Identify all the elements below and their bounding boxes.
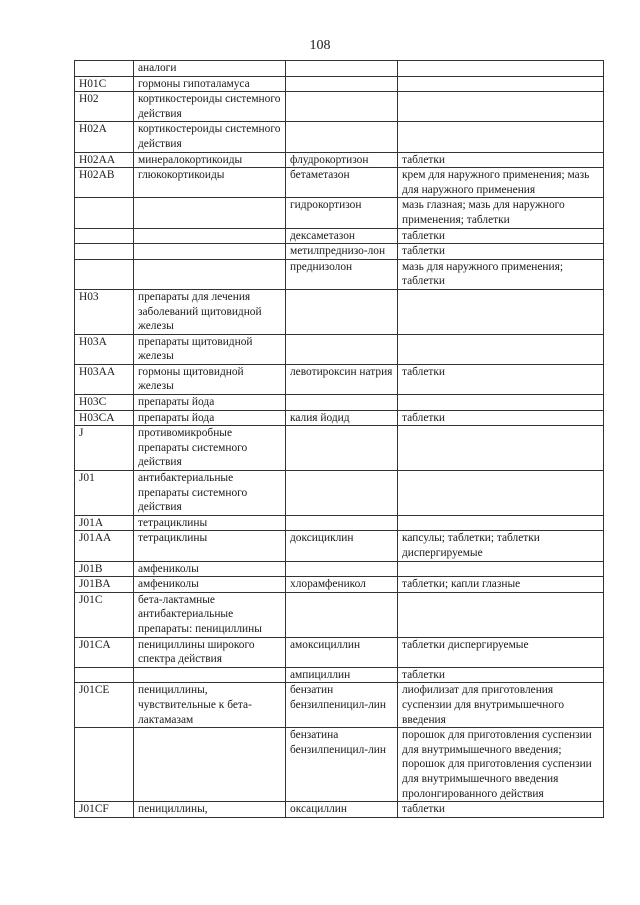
dosage-form bbox=[398, 561, 604, 577]
table-row bbox=[75, 364, 604, 394]
atc-code bbox=[75, 228, 134, 244]
dosage-form bbox=[398, 592, 604, 637]
table-row bbox=[75, 152, 604, 168]
table-row bbox=[75, 168, 604, 198]
atc-group-name: аналоги bbox=[134, 61, 286, 77]
dosage-form bbox=[398, 289, 604, 334]
atc-code: H03 bbox=[75, 289, 134, 334]
drug-inn bbox=[286, 76, 398, 92]
dosage-form bbox=[398, 426, 604, 471]
atc-group-name: минералокортикоиды bbox=[134, 152, 286, 168]
drug-inn: гидрокортизон bbox=[286, 198, 398, 228]
drug-table bbox=[74, 60, 604, 818]
drug-inn: оксациллин bbox=[286, 802, 398, 818]
table-row bbox=[75, 198, 604, 228]
atc-code bbox=[75, 259, 134, 289]
table-row bbox=[75, 259, 604, 289]
atc-group-name: препараты для лечения заболеваний щитовидной железы bbox=[134, 289, 286, 334]
atc-code: J01 bbox=[75, 471, 134, 516]
table-row bbox=[75, 637, 604, 667]
table-row bbox=[75, 802, 604, 818]
drug-inn bbox=[286, 592, 398, 637]
drug-inn bbox=[286, 471, 398, 516]
atc-group-name bbox=[134, 244, 286, 260]
atc-code: J01C bbox=[75, 592, 134, 637]
table-row bbox=[75, 683, 604, 728]
drug-inn: калия йодид bbox=[286, 410, 398, 426]
atc-group-name: тетрациклины bbox=[134, 515, 286, 531]
atc-code: H02A bbox=[75, 122, 134, 152]
dosage-form bbox=[398, 515, 604, 531]
atc-group-name bbox=[134, 228, 286, 244]
atc-group-name: пенициллины широкого спектра действия bbox=[134, 637, 286, 667]
drug-inn: преднизолон bbox=[286, 259, 398, 289]
drug-inn bbox=[286, 92, 398, 122]
table-row bbox=[75, 426, 604, 471]
table-row bbox=[75, 244, 604, 260]
atc-group-name bbox=[134, 259, 286, 289]
dosage-form bbox=[398, 61, 604, 77]
dosage-form bbox=[398, 92, 604, 122]
atc-code: H02AB bbox=[75, 168, 134, 198]
atc-group-name: кортикостероиды системного действия bbox=[134, 92, 286, 122]
atc-code: J01CA bbox=[75, 637, 134, 667]
dosage-form bbox=[398, 122, 604, 152]
atc-group-name: пенициллины, bbox=[134, 802, 286, 818]
drug-inn: доксициклин bbox=[286, 531, 398, 561]
atc-group-name: противомикробные препараты системного действия bbox=[134, 426, 286, 471]
dosage-form: мазь для наружного применения; таблетки bbox=[398, 259, 604, 289]
dosage-form: крем для наружного применения; мазь для наружного применения bbox=[398, 168, 604, 198]
atc-group-name: препараты йода bbox=[134, 410, 286, 426]
drug-inn bbox=[286, 515, 398, 531]
atc-group-name: кортикостероиды системного действия bbox=[134, 122, 286, 152]
atc-code: J bbox=[75, 426, 134, 471]
table-row bbox=[75, 76, 604, 92]
atc-code: H02AA bbox=[75, 152, 134, 168]
atc-code: J01BA bbox=[75, 577, 134, 593]
table-row bbox=[75, 122, 604, 152]
atc-group-name: антибактериальные препараты системного действия bbox=[134, 471, 286, 516]
atc-group-name: тетрациклины bbox=[134, 531, 286, 561]
table-row bbox=[75, 471, 604, 516]
page-number: 108 bbox=[309, 38, 331, 53]
atc-code: H03AA bbox=[75, 364, 134, 394]
dosage-form: таблетки bbox=[398, 410, 604, 426]
atc-code: H03CA bbox=[75, 410, 134, 426]
table-row bbox=[75, 334, 604, 364]
drug-inn: метилпреднизо-лон bbox=[286, 244, 398, 260]
atc-group-name bbox=[134, 728, 286, 802]
table-row bbox=[75, 61, 604, 77]
table-row bbox=[75, 228, 604, 244]
drug-inn bbox=[286, 61, 398, 77]
drug-inn bbox=[286, 334, 398, 364]
atc-code: J01A bbox=[75, 515, 134, 531]
dosage-form: порошок для приготовления суспензии для внутримышечного введения; порошок для приготовления суспензии для внутримышечного введения пролонгированного действия bbox=[398, 728, 604, 802]
dosage-form bbox=[398, 76, 604, 92]
dosage-form: таблетки bbox=[398, 667, 604, 683]
dosage-form: мазь глазная; мазь для наружного применения; таблетки bbox=[398, 198, 604, 228]
table-row bbox=[75, 577, 604, 593]
atc-group-name: глюкокортикоиды bbox=[134, 168, 286, 198]
dosage-form: таблетки bbox=[398, 244, 604, 260]
drug-inn bbox=[286, 122, 398, 152]
drug-inn: бензатин бензилпеницил-лин bbox=[286, 683, 398, 728]
atc-group-name: амфениколы bbox=[134, 577, 286, 593]
table-row bbox=[75, 395, 604, 411]
atc-group-name: бета-лактамные антибактериальные препараты: пенициллины bbox=[134, 592, 286, 637]
atc-group-name bbox=[134, 198, 286, 228]
table-row bbox=[75, 515, 604, 531]
table-row bbox=[75, 92, 604, 122]
atc-code: J01CF bbox=[75, 802, 134, 818]
drug-inn: левотироксин натрия bbox=[286, 364, 398, 394]
dosage-form: таблетки; капли глазные bbox=[398, 577, 604, 593]
dosage-form: таблетки bbox=[398, 364, 604, 394]
drug-inn: хлорамфеникол bbox=[286, 577, 398, 593]
dosage-form: таблетки диспергируемые bbox=[398, 637, 604, 667]
table-row bbox=[75, 531, 604, 561]
table-row bbox=[75, 728, 604, 802]
drug-inn bbox=[286, 561, 398, 577]
drug-inn bbox=[286, 395, 398, 411]
dosage-form bbox=[398, 395, 604, 411]
drug-inn: амоксициллин bbox=[286, 637, 398, 667]
atc-group-name: гормоны гипоталамуса bbox=[134, 76, 286, 92]
drug-inn bbox=[286, 426, 398, 471]
dosage-form: капсулы; таблетки; таблетки диспергируемые bbox=[398, 531, 604, 561]
dosage-form: таблетки bbox=[398, 802, 604, 818]
atc-group-name: амфениколы bbox=[134, 561, 286, 577]
atc-code: H01C bbox=[75, 76, 134, 92]
atc-code: J01CE bbox=[75, 683, 134, 728]
table-row bbox=[75, 410, 604, 426]
drug-inn bbox=[286, 289, 398, 334]
table-row bbox=[75, 592, 604, 637]
atc-code: H03A bbox=[75, 334, 134, 364]
drug-inn: бензатина бензилпеницил-лин bbox=[286, 728, 398, 802]
table-row bbox=[75, 561, 604, 577]
dosage-form: таблетки bbox=[398, 152, 604, 168]
atc-group-name: пенициллины, чувствительные к бета-лактамазам bbox=[134, 683, 286, 728]
atc-code bbox=[75, 198, 134, 228]
atc-group-name bbox=[134, 667, 286, 683]
drug-inn: ампициллин bbox=[286, 667, 398, 683]
atc-code: H02 bbox=[75, 92, 134, 122]
dosage-form bbox=[398, 334, 604, 364]
atc-group-name: препараты щитовидной железы bbox=[134, 334, 286, 364]
atc-code: J01AA bbox=[75, 531, 134, 561]
table-row bbox=[75, 289, 604, 334]
atc-code bbox=[75, 61, 134, 77]
dosage-form: таблетки bbox=[398, 228, 604, 244]
dosage-form: лиофилизат для приготовления суспензии для внутримышечного введения bbox=[398, 683, 604, 728]
drug-inn: дексаметазон bbox=[286, 228, 398, 244]
drug-inn: бетаметазон bbox=[286, 168, 398, 198]
atc-group-name: гормоны щитовидной железы bbox=[134, 364, 286, 394]
atc-code bbox=[75, 667, 134, 683]
atc-code bbox=[75, 244, 134, 260]
drug-inn: флудрокортизон bbox=[286, 152, 398, 168]
atc-code bbox=[75, 728, 134, 802]
atc-code: H03C bbox=[75, 395, 134, 411]
table-row bbox=[75, 667, 604, 683]
atc-group-name: препараты йода bbox=[134, 395, 286, 411]
atc-code: J01B bbox=[75, 561, 134, 577]
dosage-form bbox=[398, 471, 604, 516]
